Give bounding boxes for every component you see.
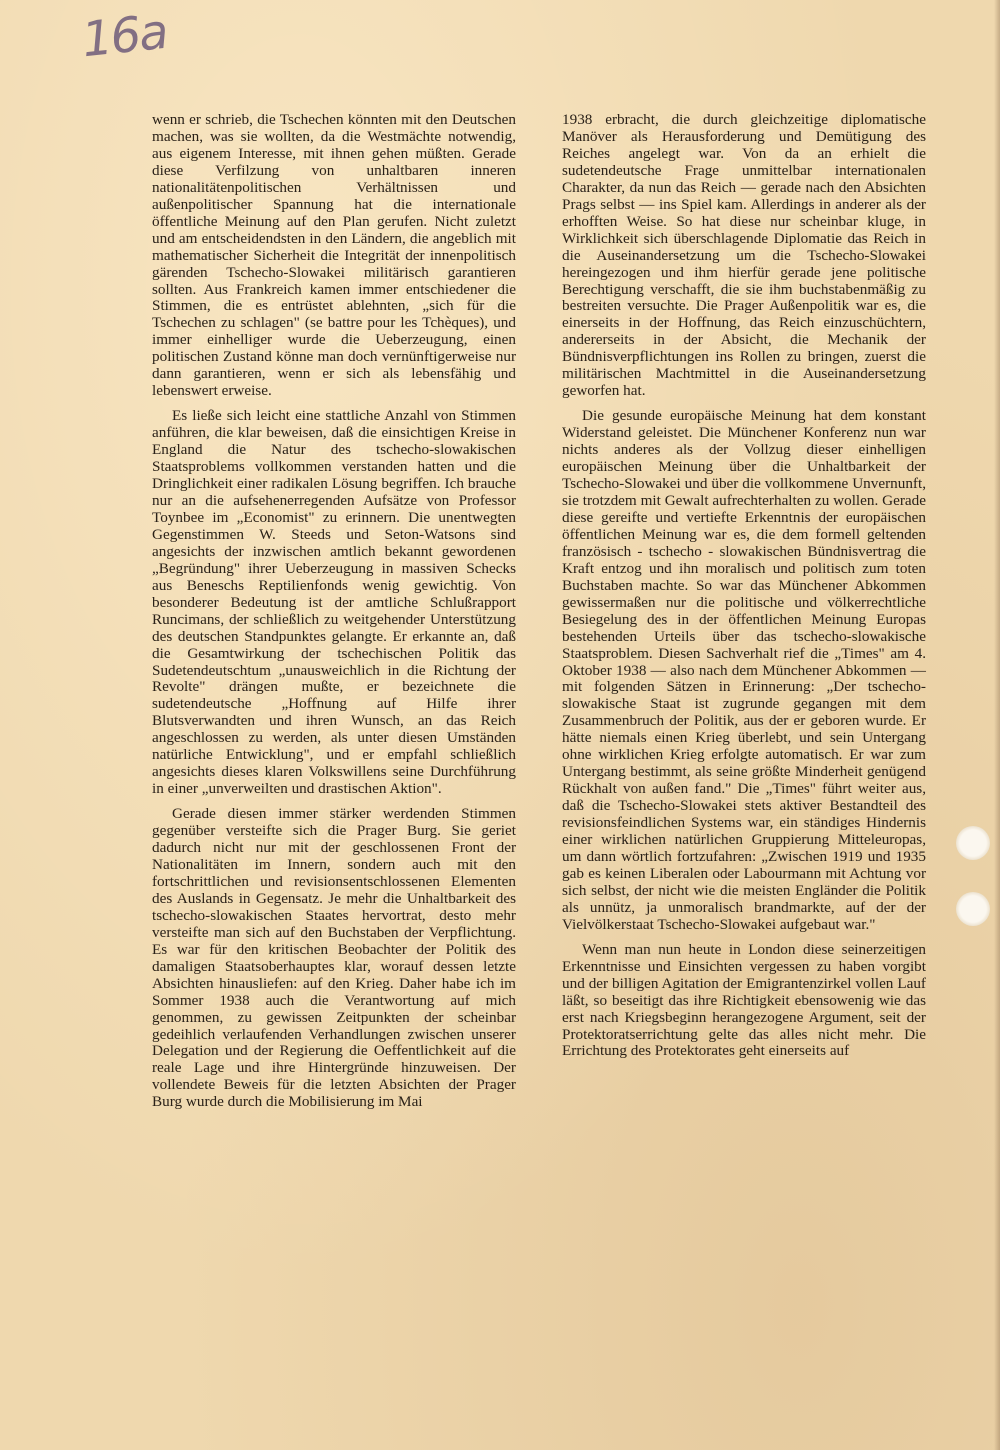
right-paragraph-3: Wenn man nun heute in London diese seinerzeitigen Erkenntnisse und Einsichten vergessen zu haben vorgibt und der billigen Agitation der Emigrantenzirkel vollen Lauf läßt, so beseitigt das ihre Richtigkeit ebensowenig wie das erst nach Kriegsbeginn herangezogene Argument, seit der Protektoratserrichtung gelte das alles nicht mehr. Die Errichtung des Protektorates geht einerseits auf xyxy=(562,940,926,1060)
left-paragraph-1: wenn er schrieb, die Tschechen könnten mit den Deutschen machen, was sie wollten, da die Westmächte notwendig, aus eigenem Interesse, mit ihnen gehen müßten. Gerade diese Verfilzung von unhaltbaren inneren nationalitätenpolitischen Verhältnissen und außenpolitischer Spannung hat die internationale öffentliche Meinung auf den Plan gerufen. Nicht zuletzt und am entscheidendsten in den Ländern, die angeblich mit mathematischer Sicherheit die Integrität der innenpolitisch gärenden Tschecho-Slowakei militärisch garantieren sollten. Aus Frankreich kamen immer entschiedener die Stimmen, die es entrüstet ablehnten, „sich für die Tschechen zu schlagen" (se battre pour les Tchèques), und immer einhelliger wurde die Ueberzeugung, einen politischen Zustand könne man doch vernünftigerweise nur dann garantieren, wenn er sich als lebensfähig und lebenswert erweise. xyxy=(152,111,516,400)
right-paragraph-1: 1938 erbracht, die durch gleichzeitige diplomatische Manöver als Herausforderung und Demütigung des Reiches angelegt war. Von da an erhielt die sudetendeutsche Frage unmittelbar internationalen Charakter, da nun das Reich — gerade nach den Absichten Prags selbst — ins Spiel kam. Allerdings in anderer als der erhofften Weise. So hat diese nur scheinbar kluge, in Wirklichkeit sich überschlagende Diplomatie das Reich in die Auseinandersetzung um die Tschecho-Slowakei hereingezogen und ihm hierfür gerade jene politische Berechtigung verschafft, die sie ihm buchstabenmäßig zu bestreiten versuchte. Die Prager Außenpolitik war es, die einerseits in der Hoffnung, das Reich einzuschüchtern, andererseits in der Absicht, die Mechanik der Bündnisverpflichtungen ins Rollen zu bringen, zuerst die militärischen Machtmittel in die Auseinandersetzung geworfen hat. xyxy=(562,111,926,400)
left-paragraph-3: Gerade diesen immer stärker werdenden Stimmen gegenüber versteifte sich die Prager Burg. Sie geriet dadurch nicht nur mit der geschlossenen Front der Nationalitäten im Innern, sondern auch mit den fortschrittlichen und revisionsentschlossenen Elementen des Auslands in Gegensatz. Je mehr die Unhaltbarkeit des tschecho-slowakischen Staates hervortrat, desto mehr versteifte man sich auf den Buchstaben der Verpflichtung. Es war für den kritischen Beobachter der Politik des damaligen Staatsoberhauptes klar, worauf dessen letzte Absichten hinausliefen: auf den Krieg. Daher habe ich im Sommer 1938 auch die Verantwortung auf mich genommen, zu gewissen Zeitpunkten der scheinbar gedeihlich verlaufenden Verhandlungen zwischen unserer Delegation und der Regierung die Oeffentlichkeit auf die reale Lage und ihre Hintergründe hinzuweisen. Der vollendete Beweis für die letzten Absichten der Prager Burg wurde durch die Mobilisierung im Mai xyxy=(152,805,516,1111)
handwritten-page-marker: 16a xyxy=(79,3,170,69)
page-edge xyxy=(994,0,1000,1450)
punch-hole-lower xyxy=(956,892,990,926)
left-paragraph-2: Es ließe sich leicht eine stattliche Anzahl von Stimmen anführen, die klar beweisen, daß die einsichtigen Kreise in England die Natur des tschecho-slowakischen Staatsproblems vollkommen verstanden hatten und die Dringlichkeit einer radikalen Lösung begriffen. Ich brauche nur an die aufsehenerregenden Aufsätze von Professor Toynbee im „Economist" zu erinnern. Die unentwegten Gegenstimmen W. Steeds und Seton-Watsons sind angesichts der inzwischen amtlich bekannt gewordenen „Begründung" ihrer Ueberzeugung in massiven Schecks aus Beneschs Reptilienfonds wenig gewichtig. Von besonderer Bedeutung ist der amtliche Schlußrapport Runcimans, der schließlich zu weitgehender Unterstützung des deutschen Standpunktes gelangte. Er erkannte an, daß die Gesamtwirkung der tschechischen Politik das Sudetendeutschtum „unausweichlich in die Richtung der Revolte" drängen mußte, er bezeichnete die sudetendeutsche „Hoffnung auf Hilfe ihrer Blutsverwandten und ihren Wunsch, an das Reich angeschlossen zu werden, als unter diesen Umständen natürliche Entwicklung", und er empfahl schließlich angesichts dieses klaren Volkswillens seine Durchführung in einer „unverweilten und drastischen Aktion". xyxy=(152,407,516,798)
right-paragraph-2: Die gesunde europäische Meinung hat dem konstant Widerstand geleistet. Die Münchener Konferenz nun war nichts anderes als der Vollzug dieser einhelligen europäischen Meinung über die Unhaltbarkeit der Tschecho-Slowakei und über die vollkommene Unvernunft, sie trotzdem mit Gewalt aufrechterhalten zu wollen. Gerade diese gereifte und vertiefte Erkenntnis der europäischen öffentlichen Meinung war es, die dem formell geltenden französisch - tschecho - slowakischen Bündnisvertrag die Kraft entzog und ihn moralisch und politisch zum toten Buchstaben machte. So war das Münchener Abkommen gewissermaßen nur die politische und völkerrechtliche Besiegelung des in der öffentlichen Meinung Europas bestehenden Urteils über das tschecho-slowakische Staatsproblem. Diesen Sachverhalt rief die „Times" am 4. Oktober 1938 — also nach dem Münchener Abkommen — mit folgenden Sätzen in Erinnerung: „Der tschecho-slowakische Staat ist zugrunde gegangen mit dem Zusammenbruch der Politik, aus der er geboren wurde. Er hätte niemals einen Krieg überlebt, und sein Untergang ohne wirklichen Krieg erfolgte automatisch. Er war zum Untergang bestimmt, als seine größte Minderheit genügend Rückhalt von außen fand." Die „Times" führt weiter aus, daß die Tschecho-Slowakei stets aktiver Bestandteil des revisionsfeindlichen Systems war, ein ständiges Hindernis einer wirklichen natürlichen Gruppierung Mitteleuropas, um dann wörtlich fortzufahren: „Zwischen 1919 und 1935 gab es keinen Liberalen oder Labourmann mit Achtung vor sich selbst, der nicht wie die meisten Engländer die Politik als unnütz, ja unmoralisch brandmarkte, auf der der Vielvölkerstaat Tschecho-Slowakei aufgebaut war." xyxy=(562,407,926,933)
right-text-column xyxy=(562,112,926,1068)
left-text-column xyxy=(152,112,516,1119)
punch-hole-upper xyxy=(956,826,990,860)
